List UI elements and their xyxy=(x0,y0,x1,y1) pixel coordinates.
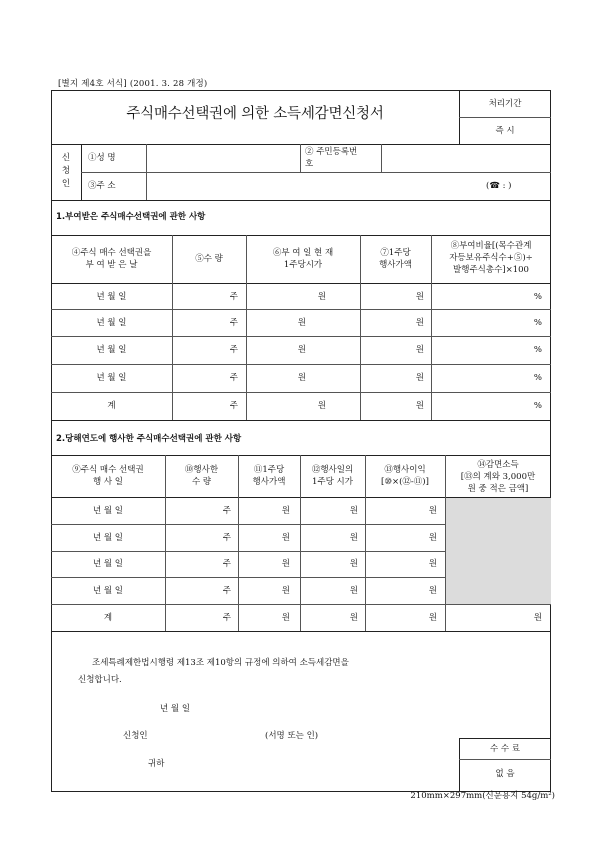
section1-title: 1.부여받은 주식매수선택권에 관한 사항 xyxy=(56,212,206,222)
s1-row-price[interactable]: 원 xyxy=(297,318,306,328)
s1-header-exercise-price: ⑦1주당 행사가액 xyxy=(379,248,412,270)
s1-total-ratio[interactable]: % xyxy=(533,401,542,411)
s1-row-exercise[interactable]: 원 xyxy=(415,373,424,383)
signature-field[interactable]: (서명 또는 인) xyxy=(265,731,319,741)
s2-row-exercise[interactable]: 원 xyxy=(281,559,290,569)
s2-row-profit[interactable]: 원 xyxy=(428,559,437,569)
address-label: ③주 소 xyxy=(88,181,116,191)
s1-row-date[interactable]: 년 월 일 xyxy=(96,292,127,302)
section2-title: 2.당해연도에 행사한 주식매수선택권에 관한 사항 xyxy=(56,434,242,444)
s2-row-qty[interactable]: 주 xyxy=(222,533,231,543)
s1-row-qty[interactable]: 주 xyxy=(229,318,238,328)
s1-total-exercise[interactable]: 원 xyxy=(415,401,424,411)
s1-row-ratio[interactable]: % xyxy=(533,292,542,302)
s1-row-ratio[interactable]: % xyxy=(533,373,542,383)
s2-row-market[interactable]: 원 xyxy=(349,559,358,569)
s1-header-grant-ratio: ⑧부여비율[(목수관계 자등보유주식수+⑤)÷ 발행주식총수]×100 xyxy=(449,241,533,275)
s2-total-profit[interactable]: 원 xyxy=(428,613,437,623)
s2-row-exercise[interactable]: 원 xyxy=(281,586,290,596)
addressee: 귀하 xyxy=(148,759,165,769)
s2-row-market[interactable]: 원 xyxy=(349,506,358,516)
s2-row-exercise[interactable]: 원 xyxy=(281,533,290,543)
s1-row-ratio[interactable]: % xyxy=(533,345,542,355)
s2-row-qty[interactable]: 주 xyxy=(222,559,231,569)
s1-row-price[interactable]: 원 xyxy=(297,373,306,383)
s1-row-qty[interactable]: 주 xyxy=(229,345,238,355)
fee-label: 수 수 료 xyxy=(489,744,521,754)
s1-total-qty[interactable]: 주 xyxy=(229,401,238,411)
s1-row-exercise[interactable]: 원 xyxy=(415,345,424,355)
s2-row-date[interactable]: 년 월 일 xyxy=(92,533,124,543)
date-line[interactable]: 년 월 일 xyxy=(160,704,191,714)
statement-text: 조세특례제한법시행령 제13조 제10항의 규정에 의하여 소득세감면을 xyxy=(92,658,349,668)
s2-header-reduced-income: ⑭감면소득 [⑬의 계와 3,000만 원 중 적은 금액] xyxy=(460,460,536,494)
phone-field[interactable]: (☎ : ) xyxy=(486,181,512,191)
s2-row-qty[interactable]: 주 xyxy=(222,586,231,596)
s1-row-exercise[interactable]: 원 xyxy=(415,318,424,328)
s2-row-profit[interactable]: 원 xyxy=(428,586,437,596)
form-title: 주식매수선택권에 의한 소득세감면신청서 xyxy=(126,106,384,122)
reduced-income-shaded-cell xyxy=(445,498,551,604)
s1-header-grant-date: ④주식 매수 선택권을 부 여 받 은 날 xyxy=(71,248,152,270)
s2-header-exercise-date: ⑨주식 매수 선택권 행 사 일 xyxy=(72,465,144,487)
s2-row-profit[interactable]: 원 xyxy=(428,506,437,516)
paper-spec: 210mm×297mm(신문용지 54g/m²) xyxy=(410,791,555,801)
s2-header-exercise-price: ⑪1주당 행사가액 xyxy=(252,465,286,487)
fee-value: 없 음 xyxy=(495,769,515,779)
name-label: ①성 명 xyxy=(88,153,116,163)
s2-total-exercise[interactable]: 원 xyxy=(281,613,290,623)
s1-row-date[interactable]: 년 월 일 xyxy=(96,345,127,355)
s2-row-market[interactable]: 원 xyxy=(349,533,358,543)
s2-header-market-price: ⑫행사일의 1주당 시가 xyxy=(311,465,354,487)
s1-row-qty[interactable]: 주 xyxy=(229,373,238,383)
s2-total-qty[interactable]: 주 xyxy=(222,613,231,623)
processing-period-value: 즉 시 xyxy=(495,126,515,136)
s1-header-market-price: ⑥부 여 일 현 재 1주당시가 xyxy=(272,248,334,270)
s1-row-price[interactable]: 원 xyxy=(317,292,326,302)
s2-header-quantity: ⑩행사한 수 량 xyxy=(184,465,219,487)
processing-period-label: 처리기간 xyxy=(488,99,522,109)
s1-row-date[interactable]: 년 월 일 xyxy=(96,373,127,383)
address-field[interactable] xyxy=(150,176,480,198)
s1-header-quantity: ⑤수 량 xyxy=(195,254,223,264)
s1-total-price[interactable]: 원 xyxy=(317,401,326,411)
s2-row-profit[interactable]: 원 xyxy=(428,533,437,543)
s1-row-qty[interactable]: 주 xyxy=(229,292,238,302)
s1-total-label: 계 xyxy=(107,401,116,411)
s2-total-label: 계 xyxy=(103,613,113,623)
s2-row-date[interactable]: 년 월 일 xyxy=(92,506,124,516)
s2-total-reduced[interactable]: 원 xyxy=(533,613,542,623)
s1-row-price[interactable]: 원 xyxy=(297,345,306,355)
s2-row-date[interactable]: 년 월 일 xyxy=(92,559,124,569)
s2-row-qty[interactable]: 주 xyxy=(222,506,231,516)
s1-row-date[interactable]: 년 월 일 xyxy=(96,318,127,328)
name-field[interactable] xyxy=(150,148,298,170)
statement-text-2: 신청합니다. xyxy=(78,675,122,685)
s2-header-exercise-profit: ⑬행사이익 [⑩×(⑫-⑪)] xyxy=(381,465,429,487)
rrn-field[interactable] xyxy=(385,148,547,170)
s1-row-ratio[interactable]: % xyxy=(533,318,542,328)
signer-label: 신청인 xyxy=(123,731,148,741)
s1-row-exercise[interactable]: 원 xyxy=(415,292,424,302)
rrn-label: ② 주민등록번 호 xyxy=(305,147,358,169)
s2-row-market[interactable]: 원 xyxy=(349,586,358,596)
s2-total-market[interactable]: 원 xyxy=(349,613,358,623)
applicant-side-label: 신 청 인 xyxy=(61,153,71,189)
s2-row-date[interactable]: 년 월 일 xyxy=(92,586,124,596)
s2-row-exercise[interactable]: 원 xyxy=(281,506,290,516)
form-label: [별지 제4호 서식] (2001. 3. 28 개정) xyxy=(58,79,208,89)
